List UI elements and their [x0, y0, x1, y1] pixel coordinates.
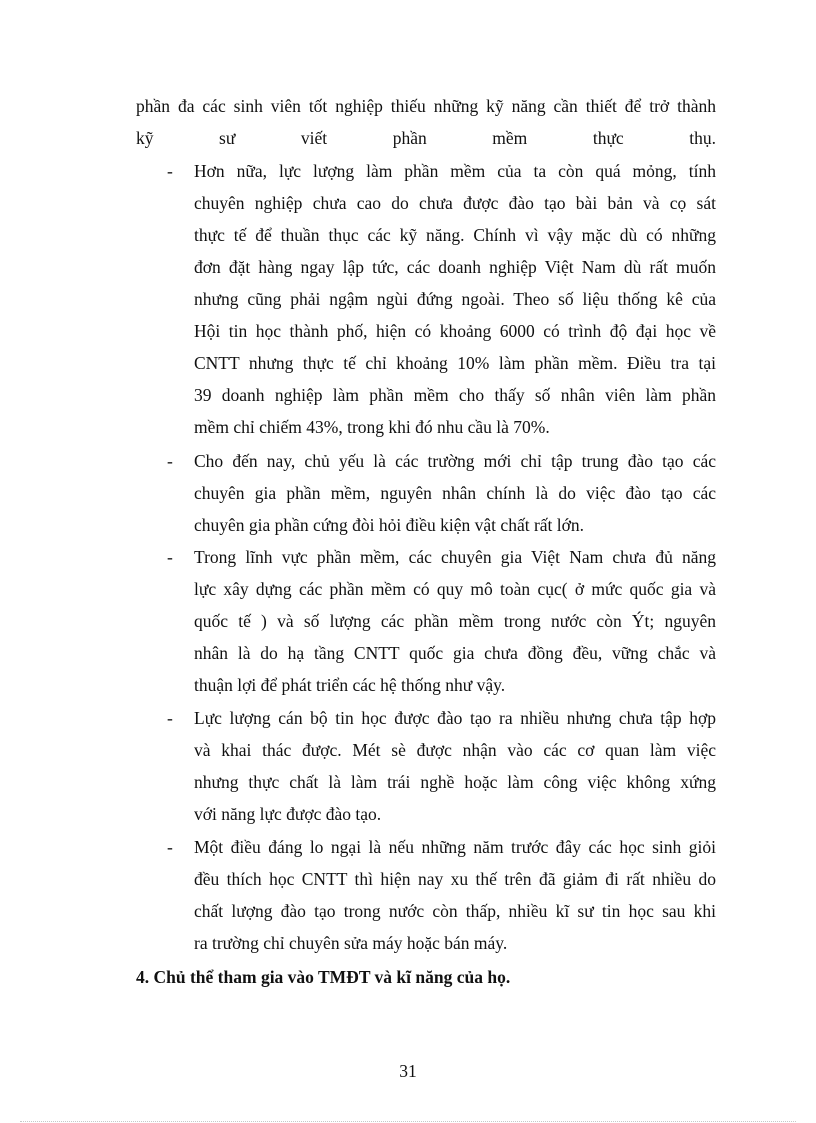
bullet-line: thực tế để thuần thục các kỹ năng. Chính vì vậy mặc dù có những [194, 225, 716, 245]
bullet-line: Lực lượng cán bộ tin học được đào tạo ra nhiều nhưng chưa tập hợp [194, 708, 716, 728]
bullet-line: nhưng cũng phải ngậm ngùi đứng ngoài. Theo số liệu thống kê của [194, 289, 716, 309]
bullet-line: thuận lợi để phát triển các hệ thống như vậy. [194, 675, 506, 695]
bullet-line: ra trường chỉ chuyên sửa máy hoặc bán máy. [194, 933, 508, 953]
bullet-line: chuyên gia phần cứng đòi hỏi điều kiện vật chất rất lớn. [194, 515, 585, 535]
bullet-line: đơn đặt hàng ngay lập tức, các doanh nghiệp Việt Nam dù rất muốn [194, 257, 716, 277]
bullet-line: lực xây dựng các phần mềm có quy mô toàn cục( ở mức quốc gia và [194, 579, 716, 599]
bullet-line: nhưng thực chất là làm trái nghề hoặc làm công việc không xứng [194, 772, 716, 792]
bullet-line: Hội tin học thành phố, hiện có khoảng 6000 có trình độ đại học về [194, 321, 716, 341]
bullet-line: Hơn nữa, lực lượng làm phần mềm của ta còn quá mỏng, tính [194, 161, 716, 181]
bullet-marker: - [167, 547, 173, 567]
bullet-line: 39 doanh nghiệp làm phần mềm cho thấy số nhân viên làm phần [194, 385, 716, 405]
bullet-marker: - [167, 161, 173, 181]
section-heading: 4. Chủ thể tham gia vào TMĐT và kĩ năng của họ. [136, 967, 511, 987]
bullet-line: Một điều đáng lo ngại là nếu những năm trước đây các học sinh giỏi [194, 837, 716, 857]
bullet-line: mềm chỉ chiếm 43%, trong khi đó nhu cầu là 70%. [194, 417, 550, 437]
bullet-marker: - [167, 451, 173, 471]
bullet-line: CNTT nhưng thực tế chỉ khoảng 10% làm phần mềm. Điều tra tại [194, 353, 716, 373]
bullet-line: chuyên gia phần mềm, nguyên nhân chính là do việc đào tạo các [194, 483, 716, 503]
intro-line: kỹ sư viết phần mềm thực thụ. [136, 128, 716, 148]
bullet-line: chuyên nghiệp chưa cao do chưa được đào tạo bài bản và cọ sát [194, 193, 716, 213]
bullet-line: chất lượng đào tạo trong nước còn thấp, nhiều kĩ sư tin học sau khi [194, 901, 716, 921]
bullet-line: và khai thác được. Mét sè được nhận vào các cơ quan làm việc [194, 740, 716, 760]
bullet-line: quốc tế ) và số lượng các phần mềm trong nước còn Ýt; nguyên [194, 611, 716, 631]
bullet-line: Trong lĩnh vực phần mềm, các chuyên gia Việt Nam chưa đủ năng [194, 547, 716, 567]
bullet-line: đều thích học CNTT thì hiện nay xu thế trên đã giảm đi rất nhiều do [194, 869, 716, 889]
intro-line: phần đa các sinh viên tốt nghiệp thiếu những kỹ năng cần thiết để trở thành [136, 96, 716, 116]
bullet-line: nhân là do hạ tầng CNTT quốc gia chưa đồng đều, vững chắc và [194, 643, 716, 663]
bullet-line: với năng lực được đào tạo. [194, 804, 382, 824]
bullet-marker: - [167, 837, 173, 857]
bullet-marker: - [167, 708, 173, 728]
bullet-line: Cho đến nay, chủ yếu là các trường mới chỉ tập trung đào tạo các [194, 451, 716, 471]
page-bottom-divider [20, 1121, 796, 1122]
page-number: 31 [399, 1061, 417, 1081]
